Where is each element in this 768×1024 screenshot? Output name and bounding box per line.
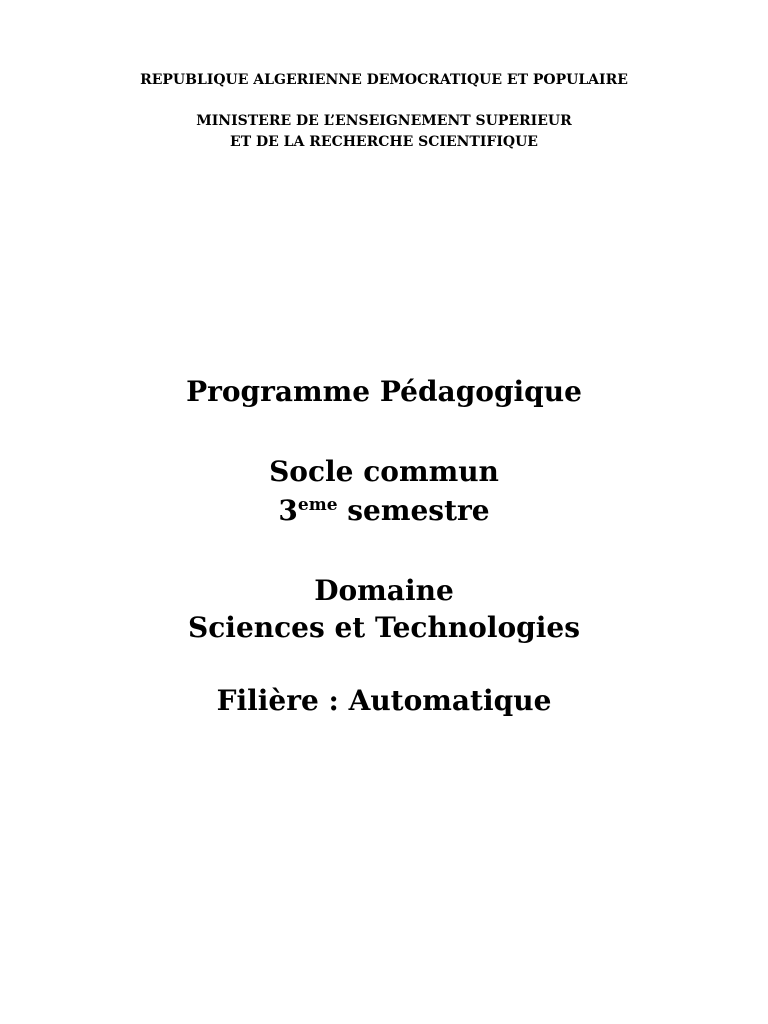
socle-commun-title: Socle commun xyxy=(269,455,499,488)
domaine-label: Domaine xyxy=(314,574,454,607)
ministry-heading-line2: ET DE LA RECHERCHE SCIENTIFIQUE xyxy=(230,134,538,150)
domaine-value: Sciences et Technologies xyxy=(188,611,580,644)
filiere-title: Filière : Automatique xyxy=(216,684,552,717)
republic-heading: REPUBLIQUE ALGERIENNE DEMOCRATIQUE ET POPULAIRE xyxy=(140,72,628,88)
ministry-heading-line1: MINISTERE DE L’ENSEIGNEMENT SUPERIEUR xyxy=(196,113,572,129)
semester-word: semestre xyxy=(337,494,490,527)
semester-title xyxy=(0,493,768,529)
programme-title: Programme Pédagogique xyxy=(186,375,582,408)
semester-ordinal-suffix: eme xyxy=(297,495,338,515)
semester-number: 3 xyxy=(278,494,298,527)
